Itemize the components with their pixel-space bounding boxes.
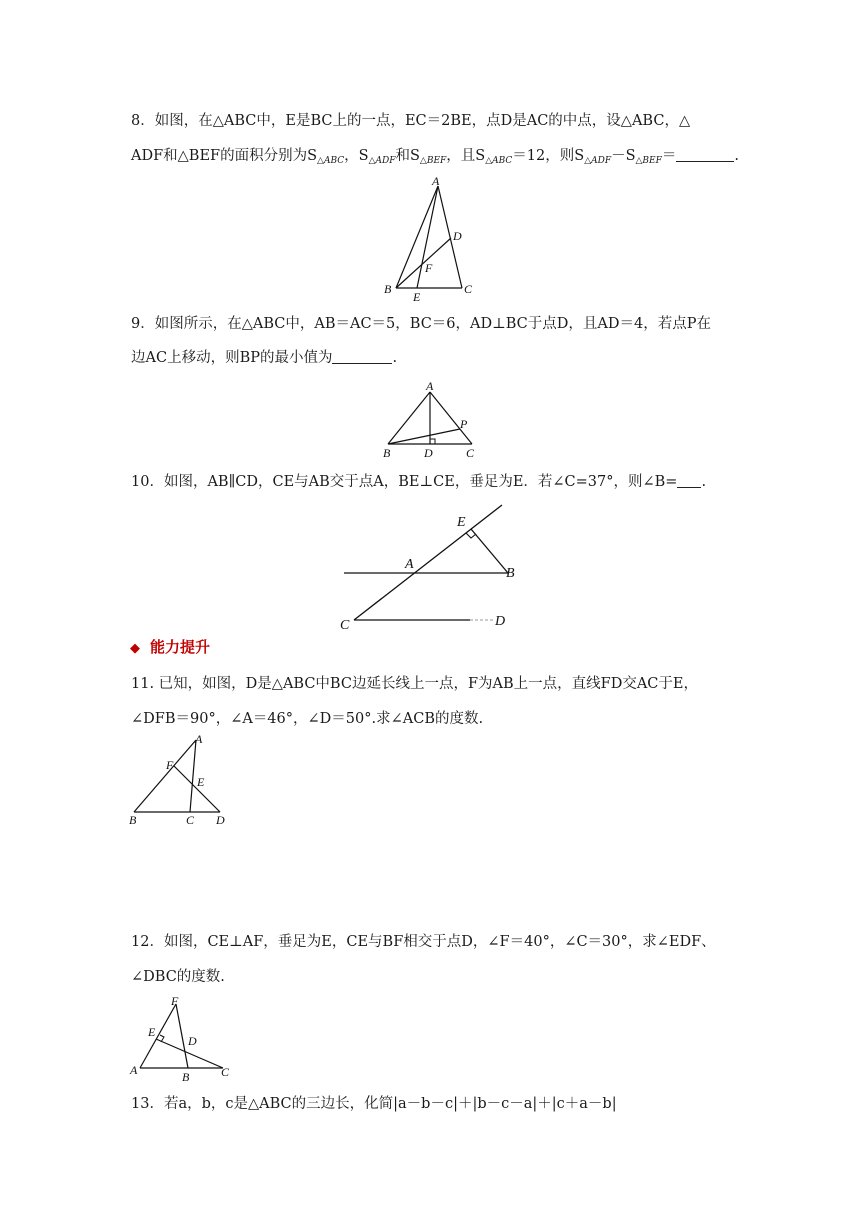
q10-label-b: B [506, 566, 515, 581]
q11-label-b: B [129, 813, 137, 827]
q8-sub-bef: △BEF [419, 156, 447, 166]
q12-label-f: F [171, 994, 179, 1008]
q8-figure [380, 172, 480, 302]
q11-label-d: D [216, 813, 225, 827]
q8-sub-adf: △ADF [368, 156, 396, 166]
q8-and: 和S [395, 148, 420, 164]
q10-label-c: C [340, 618, 350, 633]
q11-line1: 11. 已知，如图，D是△ABC中BC边延长线上一点，F为AB上一点，直线FD交AC于E， [131, 676, 698, 692]
q10-line1 [131, 472, 706, 492]
q10-answer-blank[interactable] [677, 473, 701, 488]
q9-text: 边AC上移动，则BP的最小值为 [131, 350, 333, 366]
q9-figure [380, 378, 490, 468]
q11-label-e: E [197, 775, 205, 789]
q8-label-d: D [453, 229, 462, 243]
q11-label-f: F [166, 758, 174, 772]
q12-label-e: E [148, 1025, 156, 1039]
q8-label-c: C [464, 282, 473, 296]
q8-sub-adf-2: △ADF [584, 156, 612, 166]
q12-label-d: D [188, 1034, 197, 1048]
q11-figure [128, 732, 238, 832]
q9-line1: 9．如图所示，在△ABC中，AB＝AC＝5，BC＝6，AD⊥BC于点D，且AD＝4，若点P在 [131, 316, 711, 332]
q8-text-a: ADF和△BEF的面积分别为S [131, 148, 318, 164]
q9-end: . [392, 350, 398, 366]
q8-end: . [734, 148, 739, 164]
section-header [130, 636, 210, 657]
q10-figure [340, 500, 540, 640]
q8-label-b: B [384, 282, 392, 296]
q12-label-a: A [130, 1063, 138, 1077]
q8-sub-abc: △ABC [317, 156, 345, 166]
q8-label-e: E [413, 290, 421, 304]
q10-end: . [701, 474, 707, 490]
diamond-icon: ◆ [130, 641, 140, 656]
q8-sep: ，S [344, 148, 369, 164]
q8-text-b: ，且S [446, 148, 486, 164]
q9-label-d: D [424, 446, 433, 460]
q9-label-c: C [466, 446, 475, 460]
q8-line1: 8．如图，在△ABC中，E是BC上的一点，EC＝2BE，点D是AC的中点，设△ABC，△ [131, 113, 691, 129]
q11-label-c: C [186, 813, 195, 827]
q8-label-a: A [432, 174, 440, 188]
q12-line2: ∠DBC的度数. [131, 969, 225, 985]
q10-text: 10．如图，AB∥CD，CE与AB交于点A，BE⊥CE，垂足为E．若∠C=37°，则∠B= [131, 474, 678, 490]
q9-label-b: B [383, 446, 391, 460]
q8-text-c: ＝12，则S [512, 148, 585, 164]
q12-figure [126, 994, 236, 1089]
q10-label-a: A [405, 557, 414, 572]
q8-line2 [131, 146, 739, 171]
q11-line2: ∠DFB＝90°，∠A＝46°，∠D＝50°.求∠ACB的度数. [131, 711, 484, 727]
q9-answer-blank[interactable] [332, 349, 392, 364]
q11-label-a: A [195, 732, 203, 746]
q8-sub-abc-2: △ABC [485, 156, 513, 166]
q10-label-d: D [495, 614, 506, 629]
q8-sub-bef-2: △BEF [635, 156, 662, 166]
q9-line2 [131, 348, 397, 368]
q9-label-a: A [426, 379, 434, 393]
q12-label-b: B [182, 1070, 190, 1084]
q8-answer-blank[interactable] [676, 147, 734, 162]
q8-text-d: ＝ [661, 148, 677, 164]
q8-label-f: F [425, 261, 433, 275]
q12-line1: 12．如图，CE⊥AF，垂足为E，CE与BF相交于点D，∠F＝40°，∠C＝30°，求∠EDF、 [131, 934, 716, 950]
section-title: 能力提升 [150, 638, 211, 656]
q12-label-c: C [221, 1065, 230, 1079]
q9-label-p: P [460, 417, 468, 431]
q8-minus: －S [611, 148, 636, 164]
q13-line1: 13．若a，b，c是△ABC的三边长，化简|a－b－c|＋|b－c－a|＋|c＋a－b| [131, 1096, 617, 1112]
q10-label-e: E [457, 515, 466, 530]
